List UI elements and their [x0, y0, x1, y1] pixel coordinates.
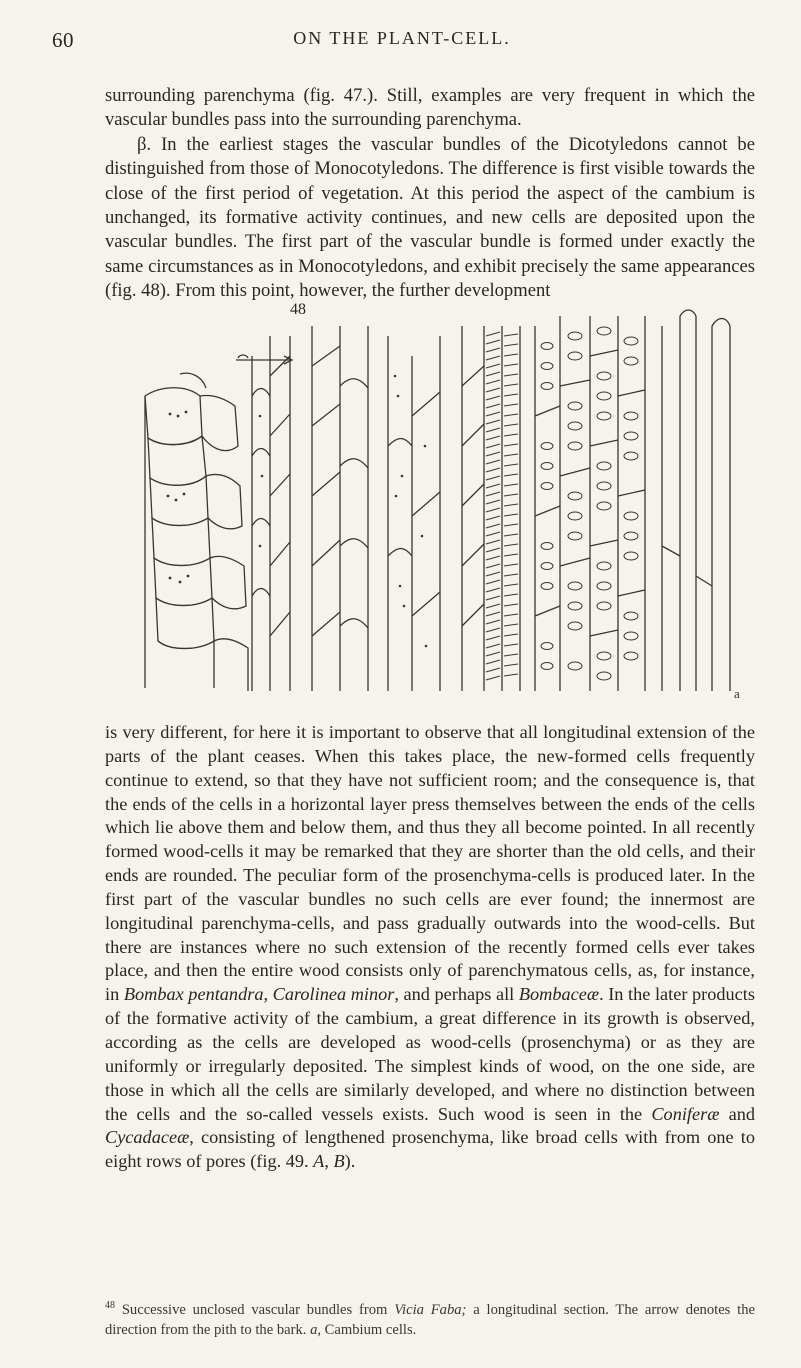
figure-ref-b: B — [333, 1151, 345, 1172]
figure-48 — [140, 296, 745, 700]
text-run-6: , consisting of lengthened prosenchyma, like broad cells with from one to eight rows of pores (fig. 49. — [105, 1127, 755, 1172]
vascular-bundle-engraving — [140, 296, 745, 700]
page-header — [52, 28, 752, 58]
cambium-label: a — [734, 686, 740, 700]
page-number: 60 — [52, 28, 74, 52]
taxon-bombaceae: Bombaceæ — [518, 984, 600, 1005]
paragraph-top — [105, 84, 755, 304]
caption-run-2: a longitudinal section. The arrow denotes the direction from the pith to the bark. — [105, 1301, 756, 1338]
text-run-3: , and perhaps all — [394, 984, 519, 1005]
paragraph-beta: β. In the earliest stages the vascular bundles of the Dicotyledons cannot be distinguished from those of Monocotyledons. The difference is first visible towards the close of the first period of vegetation. At this period the aspect of the cambium is unchanged, its formative activity continues, and new cells are deposited upon the vascular bundles. The first part of the vascular bundle is formed under exactly the same circumstances as in Monocotyledons, and exhibit precisely the same appearances (fig. 48). From this point, however, the further development — [105, 133, 755, 302]
text-run-1: is very different, for here it is important to observe that all longitudinal extension of the parts of the plant ceases. When this takes place, the new-formed cells frequently continue to extend, so that they have not sufficient room; and the consequence is, that the ends of the cells in a horizontal layer press themselves between the ends of the cells which lie above them and below them, and thus they all become pointed. In all recently formed wood-cells it may be remarked that they are shorter than the old cells, and their ends are rounded. The peculiar form of the prosenchyma-cells is produced later. In the first part of the vascular bundles no such cells are ever found; the innermost are longitudinal parenchyma-cells, and pass gradually outwards into the wood-cells. But there are instances where no such extension of the recently formed cells ever takes place, and then the entire wood consists only of parenchymatous cells, as, for instance, in — [105, 722, 755, 1005]
running-head: ON THE PLANT-CELL. — [293, 28, 511, 48]
paragraph-bottom — [105, 721, 755, 1174]
text-run-5: and — [719, 1103, 756, 1124]
taxon-cycadaceae: Cycadaceæ — [105, 1127, 190, 1148]
taxon-bombax: Bombax pentandra — [123, 984, 264, 1005]
taxon-coniferae: Coniferæ — [651, 1103, 720, 1124]
figure-caption — [105, 1296, 755, 1340]
caption-species: Vicia Faba; — [394, 1301, 467, 1318]
text-run-4: . In the later products of the formative activity of the cambium, a great difference in its growth is observed, according as the cells are developed as wood-cells (prosenchyma) or as they are uniformly or irregularly deposited. The simplest kinds of wood, on the one side, are those in which all the cells are similarly developed, and where no distinction between the cells and the so-called vessels exists. Such wood is seen in the — [105, 984, 755, 1124]
text-run-8: ). — [344, 1151, 356, 1172]
caption-run-1: Successive unclosed vascular bundles from — [115, 1301, 395, 1318]
text-run-2: , — [263, 984, 273, 1005]
caption-letter: a, — [310, 1321, 322, 1338]
paragraph-top-line: surrounding parenchyma (fig. 47.). Still, examples are very frequent in which the vascular bundles pass into the surrounding parenchyma. — [105, 85, 755, 131]
taxon-carolinea: Carolinea minor — [272, 984, 395, 1005]
figure-ref-a: A — [313, 1151, 325, 1172]
text-run-7: , — [324, 1151, 334, 1172]
figure-number: 48 — [290, 301, 306, 318]
caption-number: 48 — [105, 1300, 115, 1311]
caption-run-3: Cambium cells. — [321, 1321, 417, 1338]
